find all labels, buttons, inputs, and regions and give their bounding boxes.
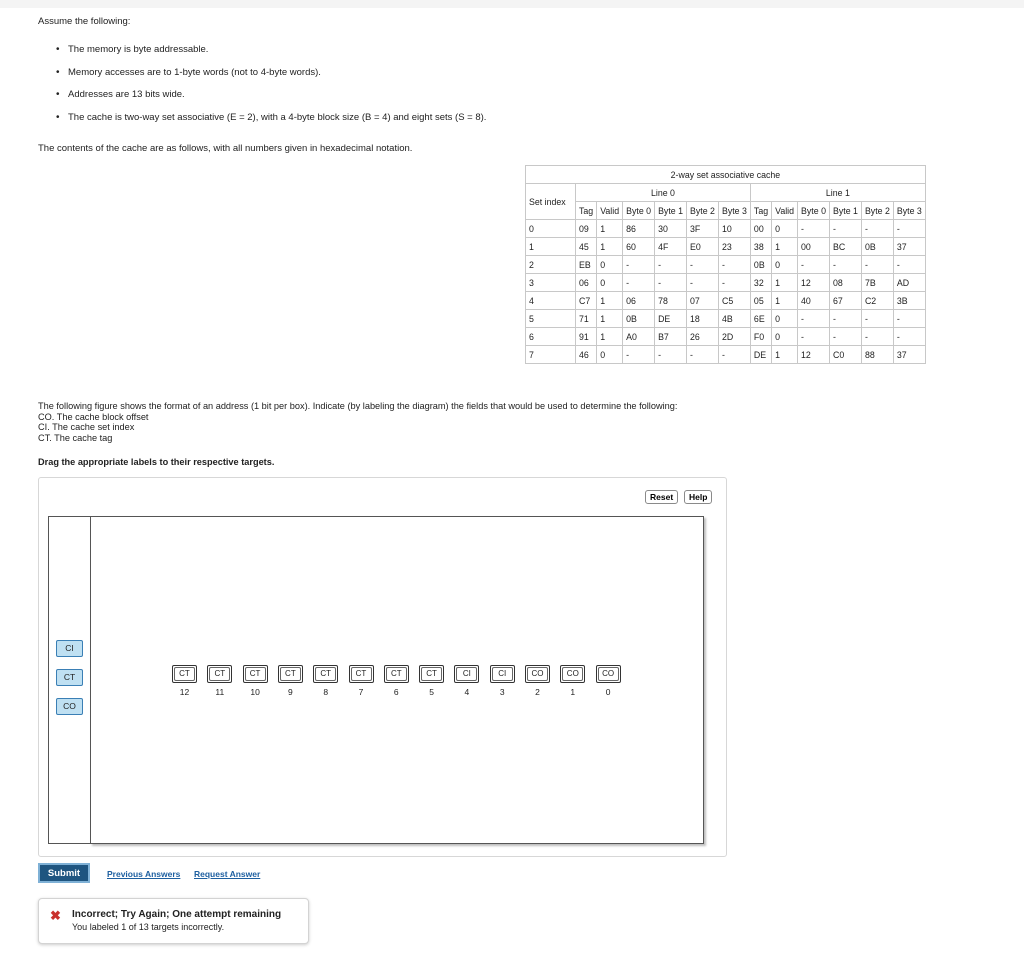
table-cell: 0 [597, 256, 623, 274]
table-cell: 09 [576, 220, 597, 238]
table-cell: - [798, 328, 830, 346]
table-cell: - [861, 328, 893, 346]
table-cell: 88 [861, 346, 893, 364]
table-cell: 40 [798, 292, 830, 310]
table-cell: - [893, 220, 925, 238]
table-cell: 0B [861, 238, 893, 256]
question-item-co: CO. The cache block offset [38, 411, 149, 422]
table-cell: 60 [623, 238, 655, 256]
table-cell: 32 [750, 274, 771, 292]
drop-target[interactable] [525, 665, 550, 683]
column-header: Byte 2 [687, 202, 719, 220]
placed-label[interactable]: CT [351, 667, 372, 681]
request-answer-link[interactable]: Request Answer [194, 869, 261, 879]
table-cell: 0 [772, 256, 798, 274]
address-bit [419, 665, 444, 697]
table-cell: 86 [623, 220, 655, 238]
column-header: Byte 0 [798, 202, 830, 220]
table-cell: 0B [623, 310, 655, 328]
bit-number: 1 [570, 687, 576, 697]
cache-table-caption: 2-way set associative cache [526, 166, 926, 184]
table-cell: - [829, 310, 861, 328]
table-cell: C7 [576, 292, 597, 310]
intro-text: Assume the following: [38, 16, 131, 27]
cache-table-body [526, 220, 926, 364]
table-cell: 08 [829, 274, 861, 292]
top-bar [0, 0, 1024, 8]
placed-label[interactable]: CI [456, 667, 477, 681]
table-cell: - [623, 274, 655, 292]
table-cell: - [829, 220, 861, 238]
table-cell: - [893, 256, 925, 274]
table-row [526, 238, 926, 256]
table-cell: 1 [597, 220, 623, 238]
table-cell: 0B [750, 256, 771, 274]
address-diagram [90, 516, 704, 844]
cross-icon: ✖ [50, 908, 61, 923]
table-cell: E0 [687, 238, 719, 256]
table-cell: 1 [597, 310, 623, 328]
table-cell: 1 [597, 328, 623, 346]
bit-number: 5 [429, 687, 434, 697]
bit-number: 11 [215, 687, 225, 697]
set-index-cell: 1 [526, 238, 576, 256]
placed-label[interactable]: CT [209, 667, 230, 681]
table-cell: 0 [597, 346, 623, 364]
table-cell: 1 [772, 274, 798, 292]
table-cell: 18 [687, 310, 719, 328]
table-cell: 06 [623, 292, 655, 310]
placed-label[interactable]: CT [280, 667, 301, 681]
table-cell: 38 [750, 238, 771, 256]
address-bit [172, 665, 197, 697]
drop-target[interactable] [419, 665, 444, 683]
table-cell: 0 [597, 274, 623, 292]
feedback-title: Incorrect; Try Again; One attempt remaining [72, 909, 282, 920]
column-header: Tag [750, 202, 771, 220]
table-cell: - [623, 346, 655, 364]
set-index-cell: 4 [526, 292, 576, 310]
set-index-cell: 2 [526, 256, 576, 274]
placed-label[interactable]: CT [315, 667, 336, 681]
column-header: Byte 3 [718, 202, 750, 220]
set-index-cell: 6 [526, 328, 576, 346]
table-cell: 91 [576, 328, 597, 346]
bit-number: 2 [535, 687, 540, 697]
set-index-cell: 3 [526, 274, 576, 292]
question-prompt: The following figure shows the format of an address (1 bit per box). Indicate (by labeling the diagram) the fields that would be used to determine the following: [38, 401, 678, 411]
table-cell: - [798, 256, 830, 274]
table-cell: 26 [687, 328, 719, 346]
set-index-cell: 0 [526, 220, 576, 238]
table-cell: BC [829, 238, 861, 256]
column-header: Valid [772, 202, 798, 220]
table-cell: DE [750, 346, 771, 364]
address-bit [490, 665, 515, 697]
address-bit [525, 665, 550, 697]
table-cell: EB [576, 256, 597, 274]
column-header: Byte 1 [655, 202, 687, 220]
table-cell: 4F [655, 238, 687, 256]
table-cell: 37 [893, 238, 925, 256]
table-cell: - [893, 328, 925, 346]
drop-target[interactable] [172, 665, 197, 683]
column-header: Byte 2 [861, 202, 893, 220]
table-cell: - [861, 220, 893, 238]
table-cell: - [655, 274, 687, 292]
bit-number: 10 [250, 687, 260, 697]
address-bit [596, 665, 621, 697]
submit-button[interactable]: Submit [38, 863, 90, 883]
assumption-list [38, 44, 486, 134]
table-cell: 0 [772, 310, 798, 328]
line-1-header: Line 1 [750, 184, 925, 202]
placed-label[interactable]: CT [421, 667, 442, 681]
table-cell: - [687, 274, 719, 292]
table-cell: - [829, 328, 861, 346]
table-cell: 00 [750, 220, 771, 238]
table-cell: - [893, 310, 925, 328]
feedback-text: You labeled 1 of 13 targets incorrectly. [72, 922, 225, 932]
bit-number: 7 [358, 687, 364, 697]
table-cell: 46 [576, 346, 597, 364]
table-row [526, 346, 926, 364]
table-cell: 12 [798, 346, 830, 364]
drop-target[interactable] [243, 665, 268, 683]
table-cell: 10 [718, 220, 750, 238]
bit-number: 0 [605, 687, 611, 697]
help-button[interactable]: Help [684, 490, 712, 504]
table-cell: C2 [861, 292, 893, 310]
table-cell: - [718, 256, 750, 274]
previous-answers-link[interactable]: Previous Answers [107, 869, 181, 879]
table-row [526, 220, 926, 238]
table-cell: 12 [798, 274, 830, 292]
table-cell: - [687, 346, 719, 364]
bit-number: 9 [288, 687, 293, 697]
table-cell: 2D [718, 328, 750, 346]
table-cell: DE [655, 310, 687, 328]
table-row [526, 274, 926, 292]
bit-number: 4 [464, 687, 470, 697]
table-cell: 1 [772, 292, 798, 310]
table-cell: 6E [750, 310, 771, 328]
table-row [526, 328, 926, 346]
table-cell: 71 [576, 310, 597, 328]
drop-target[interactable] [596, 665, 621, 683]
placed-label[interactable]: CO [598, 667, 619, 681]
table-cell: B7 [655, 328, 687, 346]
address-bit [560, 665, 585, 697]
set-index-cell: 5 [526, 310, 576, 328]
table-cell: 7B [861, 274, 893, 292]
table-cell: C0 [829, 346, 861, 364]
line-0-header: Line 0 [576, 184, 751, 202]
table-cell: - [655, 256, 687, 274]
placed-label[interactable]: CO [562, 667, 583, 681]
drop-target[interactable] [207, 665, 232, 683]
address-bit [243, 665, 268, 697]
drop-target[interactable] [278, 665, 303, 683]
address-bit [313, 665, 338, 697]
cache-table [525, 165, 926, 364]
placed-label[interactable]: CT [386, 667, 407, 681]
table-cell: - [687, 256, 719, 274]
question-item-ct: CT. The cache tag [38, 432, 113, 443]
table-cell: 3F [687, 220, 719, 238]
table-cell: 23 [718, 238, 750, 256]
table-cell: AD [893, 274, 925, 292]
question-item-ci: CI. The cache set index [38, 422, 135, 433]
table-cell: 67 [829, 292, 861, 310]
table-cell: 45 [576, 238, 597, 256]
drag-drop-area [38, 477, 727, 857]
table-cell: 1 [772, 346, 798, 364]
table-cell: 1 [772, 238, 798, 256]
table-cell: 4B [718, 310, 750, 328]
table-cell: 37 [893, 346, 925, 364]
drop-target[interactable] [384, 665, 409, 683]
table-cell: - [798, 310, 830, 328]
drop-target[interactable] [490, 665, 515, 683]
table-cell: - [861, 256, 893, 274]
placed-label[interactable]: CI [492, 667, 513, 681]
palette-label-ci[interactable]: CI [56, 640, 83, 657]
table-cell: F0 [750, 328, 771, 346]
table-cell: C5 [718, 292, 750, 310]
table-cell: - [861, 310, 893, 328]
table-cell: A0 [623, 328, 655, 346]
reset-button[interactable]: Reset [645, 490, 678, 504]
bit-number: 8 [323, 687, 329, 697]
table-cell: - [829, 256, 861, 274]
column-header: Tag [576, 202, 597, 220]
table-row [526, 310, 926, 328]
drop-target[interactable] [349, 665, 374, 683]
assumption-item: • Memory accesses are to 1-byte words (not to 4-byte words). [38, 67, 486, 90]
drag-instruction: Drag the appropriate labels to their respective targets. [38, 457, 275, 467]
table-cell: - [655, 346, 687, 364]
table-cell: 1 [597, 238, 623, 256]
question-text [38, 401, 677, 443]
bit-number: 6 [393, 687, 399, 697]
table-cell: 30 [655, 220, 687, 238]
set-index-header: Set index [526, 184, 576, 220]
palette-label-co[interactable]: CO [56, 698, 83, 715]
table-cell: - [623, 256, 655, 274]
table-row [526, 292, 926, 310]
column-header: Byte 0 [623, 202, 655, 220]
palette-label-ct[interactable]: CT [56, 669, 83, 686]
column-header-row [526, 202, 926, 220]
table-cell: - [718, 346, 750, 364]
address-bit [278, 665, 303, 697]
table-cell: 06 [576, 274, 597, 292]
placed-label[interactable]: CT [174, 667, 195, 681]
table-cell: 0 [772, 220, 798, 238]
drop-target[interactable] [313, 665, 338, 683]
assumption-item: • The memory is byte addressable. [38, 44, 486, 67]
bit-number: 3 [499, 687, 505, 697]
drop-target[interactable] [454, 665, 479, 683]
feedback-box [38, 898, 309, 944]
address-bit [349, 665, 374, 697]
table-cell: 78 [655, 292, 687, 310]
bit-number: 12 [179, 687, 190, 697]
column-header: Byte 3 [893, 202, 925, 220]
table-cell: - [718, 274, 750, 292]
label-palette [48, 516, 91, 844]
column-header: Valid [597, 202, 623, 220]
set-index-cell: 7 [526, 346, 576, 364]
address-bit [384, 665, 409, 697]
table-cell: 07 [687, 292, 719, 310]
table-cell: 3B [893, 292, 925, 310]
placed-label[interactable]: CT [245, 667, 266, 681]
cache-table-container [525, 165, 926, 364]
table-cell: 1 [597, 292, 623, 310]
column-header: Byte 1 [829, 202, 861, 220]
address-bit [207, 665, 232, 697]
table-cell: 0 [772, 328, 798, 346]
table-cell: 05 [750, 292, 771, 310]
contents-note: The contents of the cache are as follows, with all numbers given in hexadecimal notation. [38, 143, 413, 154]
table-cell: 00 [798, 238, 830, 256]
address-bit [454, 665, 479, 697]
drop-target[interactable] [560, 665, 585, 683]
assumption-item: • The cache is two-way set associative (E = 2), with a 4-byte block size (B = 4) and eight sets (S = 8). [38, 112, 486, 135]
table-row [526, 256, 926, 274]
table-cell: - [798, 220, 830, 238]
placed-label[interactable]: CO [527, 667, 548, 681]
assumption-item: • Addresses are 13 bits wide. [38, 89, 486, 112]
